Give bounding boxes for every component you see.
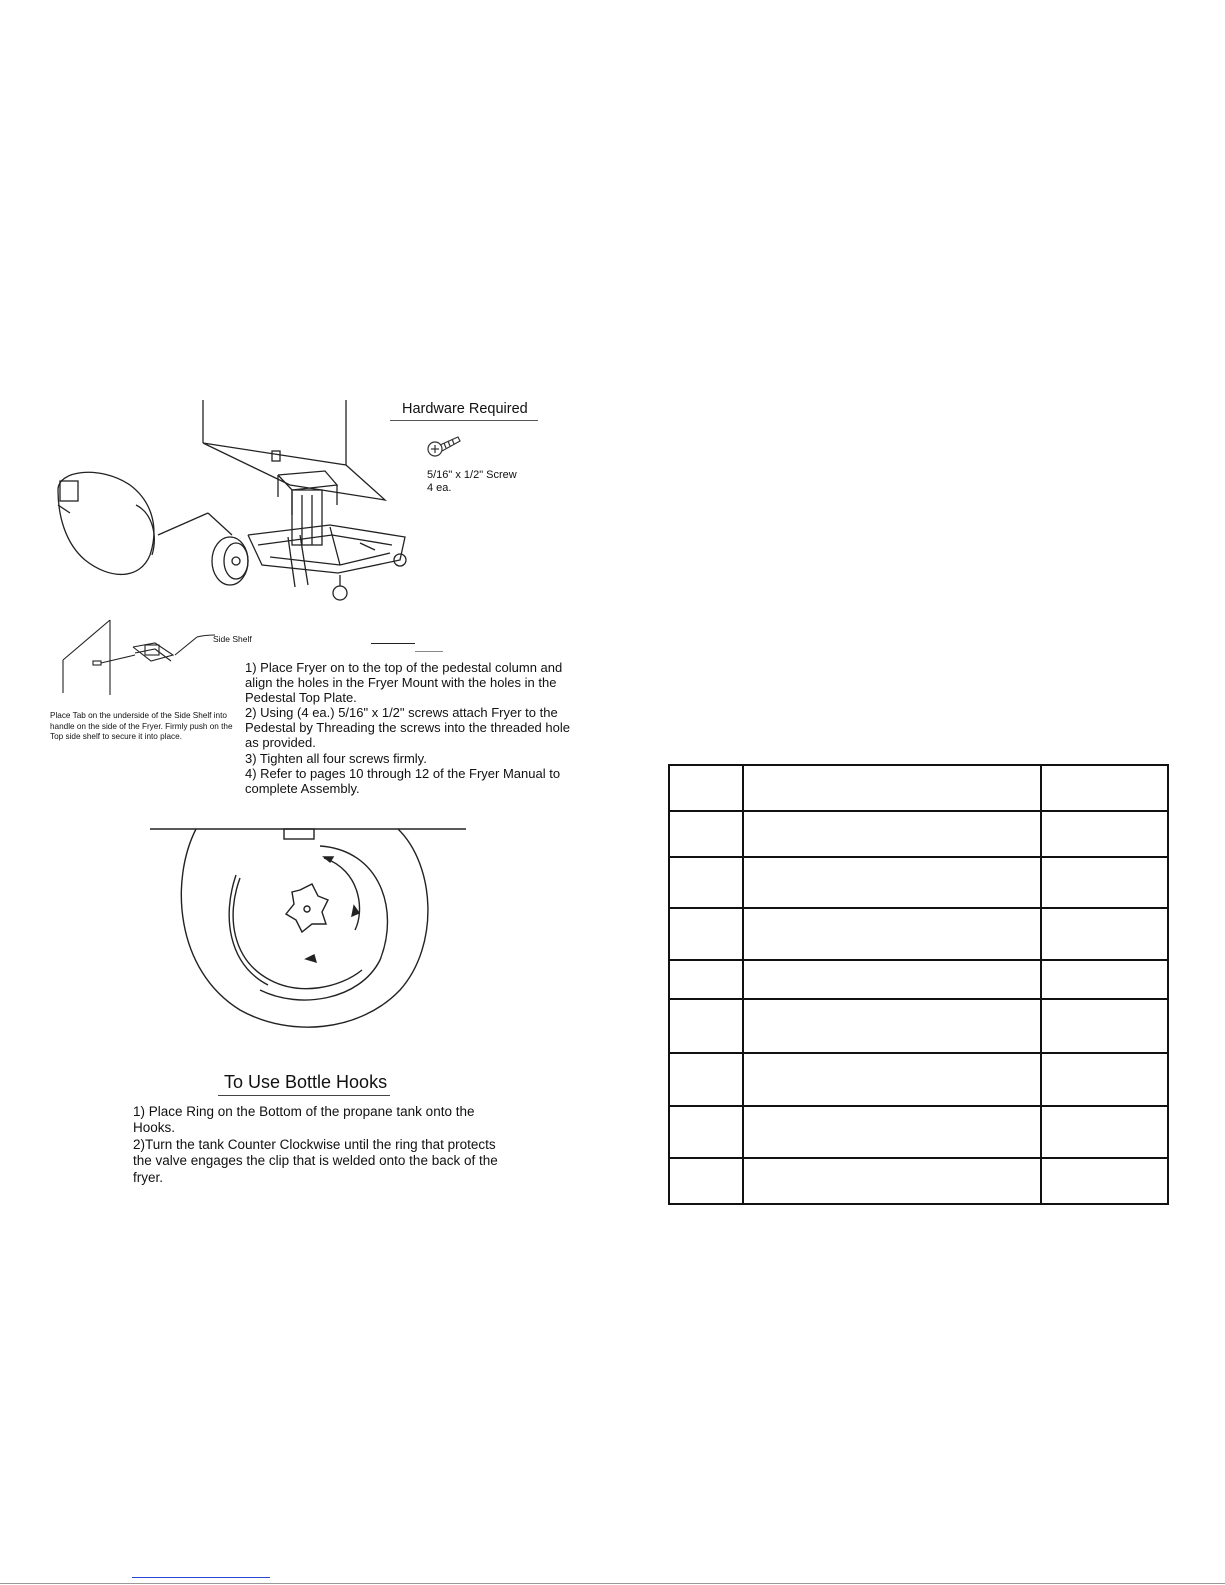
table-cell [1041,857,1168,908]
side-shelf-label: Side Shelf [213,634,252,644]
assembly-step: 3) Tighten all four screws firmly. [245,750,427,766]
table-row [669,999,1168,1053]
table-cell [669,1053,743,1106]
table-row [669,960,1168,999]
page-bottom-rule [0,1583,1225,1584]
assembly-step: 1) Place Fryer on to the top of the pedestal column and align the holes in the Fryer Mount with the holes in the Pedestal Top Plate. [245,660,563,706]
table-cell [669,811,743,857]
table-row [669,811,1168,857]
assembly-step: 4) Refer to pages 10 through 12 of the Fryer Manual to complete Assembly. [245,765,561,796]
fryer-pedestal-illustration [40,395,440,625]
table-cell [743,811,1041,857]
table-cell [1041,1053,1168,1106]
table-cell [743,960,1041,999]
table-cell [1041,1158,1168,1204]
assembly-step: 2) Using (4 ea.) 5/16" x 1/2" screws attach Fryer to the Pedestal by Threading the screws into the threaded hole as provided. [245,705,570,751]
table-cell [669,1158,743,1204]
side-shelf-illustration [55,615,215,695]
table-cell [669,765,743,811]
table-cell [743,1106,1041,1158]
table-row [669,857,1168,908]
empty-table [668,764,1169,1205]
hardware-required-title: Hardware Required [402,401,528,417]
table-cell [669,857,743,908]
table-cell [669,1106,743,1158]
table-cell [743,908,1041,960]
bottle-hooks-step: 1) Place Ring on the Bottom of the propane tank onto the Hooks. [133,1104,475,1136]
table-cell [743,857,1041,908]
table-row [669,1053,1168,1106]
table-cell [1041,765,1168,811]
table-row [669,908,1168,960]
table-cell [669,999,743,1053]
divider [415,651,443,652]
assembly-steps [245,660,585,796]
divider [371,643,415,644]
bottle-hooks-step: 2)Turn the tank Counter Clockwise until the ring that protects the valve engages the clip that is welded onto the back of the fryer. [133,1136,498,1185]
table-cell [669,908,743,960]
table-cell [669,960,743,999]
side-shelf-note: Place Tab on the underside of the Side Shelf into handle on the side of the Fryer. Firmly push on the Top side shelf to secure it into place. [50,711,233,741]
hardware-item: 5/16" x 1/2" Screw 4 ea. [427,469,517,494]
screw-icon [426,431,462,459]
hardware-title-rule [390,420,538,421]
table-cell [1041,960,1168,999]
table-cell [1041,908,1168,960]
table-cell [743,765,1041,811]
table-cell [1041,811,1168,857]
table-cell [743,999,1041,1053]
bottle-hooks-title-rule [218,1095,390,1096]
table-cell [1041,999,1168,1053]
link-underline[interactable] [132,1577,270,1578]
table-row [669,1158,1168,1204]
table-row [669,1106,1168,1158]
bottle-hooks-steps [133,1104,503,1186]
bottle-hooks-title: To Use Bottle Hooks [224,1072,388,1092]
table-cell [743,1053,1041,1106]
bottle-hook-illustration [150,820,470,1040]
table-cell [1041,1106,1168,1158]
table-cell [743,1158,1041,1204]
table-row [669,765,1168,811]
